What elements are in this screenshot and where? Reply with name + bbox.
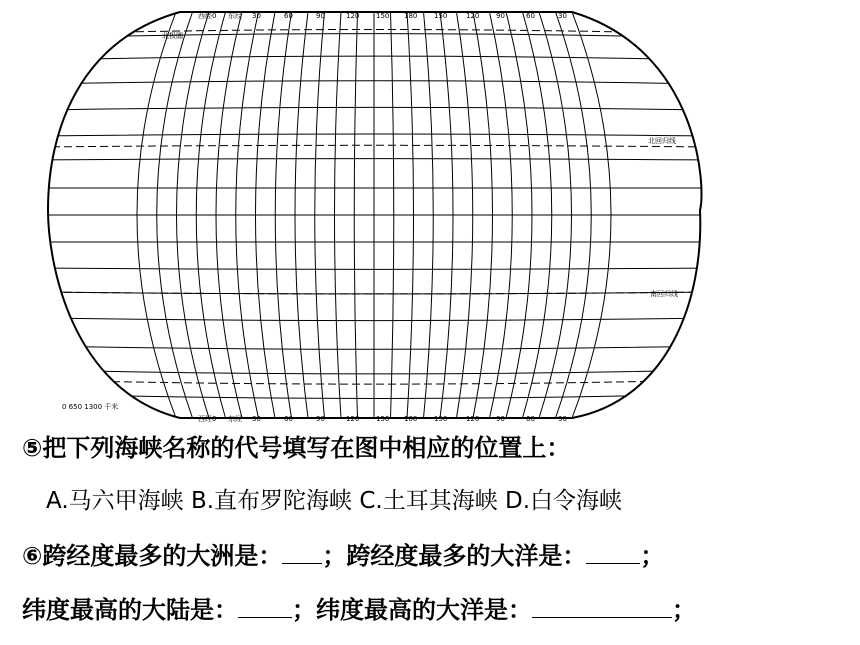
parallel-line [40,318,710,321]
parallel-line [40,268,710,269]
parallel-line [40,81,710,84]
top-lon-label: 西经 [198,12,212,20]
parallel-line [40,370,710,374]
top-lon-label: 120 [466,12,480,20]
bottom-lon-label: 90 [496,415,505,423]
tropic-cancer-label: 北回归线 [648,137,676,145]
parallel-line [40,346,710,349]
top-lon-label: 东经 [228,12,242,20]
bottom-lon-label: 东经 [228,415,242,423]
parallel-line [40,187,710,188]
bottom-lon-label: 30 [558,415,567,423]
answer-blank-continent-latitude[interactable] [238,595,292,618]
scale-bar-label: 0 650 1300 千米 [62,403,119,411]
answer-blank-ocean-latitude[interactable] [532,595,672,618]
parallel-line [40,134,710,136]
bottom-lon-label: 30 [252,415,261,423]
q6-part1: ⑥跨经度最多的大洲是： [22,542,283,570]
parallel-line [40,107,710,110]
top-lon-label: 60 [526,12,535,20]
parallel-line [40,394,710,398]
tropic-cancer-line [40,145,710,147]
bottom-lon-label: 120 [346,415,360,423]
parallel-line [40,56,710,60]
parallel-line [40,34,710,38]
bottom-lon-label: 180 [404,415,418,423]
top-lon-label: 0 [212,12,217,20]
tropic-capricorn-label: 南回归线 [650,290,678,298]
bottom-lon-label: 90 [316,415,325,423]
top-lon-label: 30 [252,12,261,20]
question-5-prompt: ⑤把下列海峡名称的代号填写在图中相应的位置上： [22,434,571,462]
top-lon-label: 180 [404,12,418,20]
q6-part2: 纬度最高的大陆是： [22,596,238,624]
answer-blank-ocean-longitude[interactable] [586,541,640,564]
antarctic-circle-line [40,380,710,384]
top-lon-label: 150 [376,12,390,20]
top-lon-label: 60 [284,12,293,20]
q6-sep1: ；跨经度最多的大洋是： [322,542,587,570]
arctic-circle-label: 北极圈 [162,32,183,40]
bottom-lon-label: 0 [212,415,217,423]
question-6-line-2 [22,590,696,625]
q6-sep2: ；纬度最高的大洋是： [292,596,532,624]
bottom-lon-label: 150 [376,415,390,423]
bottom-lon-label: 60 [526,415,535,423]
bottom-lon-label: 120 [466,415,480,423]
top-lon-label: 150 [434,12,448,20]
parallel-line [40,159,710,160]
bottom-lon-label: 150 [434,415,448,423]
answer-blank-continent-longitude[interactable] [282,541,322,564]
top-lon-label: 120 [346,12,360,20]
top-lon-label: 90 [316,12,325,20]
q6-end2: ； [672,596,696,624]
top-lon-label: 90 [496,12,505,20]
bottom-lon-label: 60 [284,415,293,423]
bottom-lon-label: 西经 [198,415,212,423]
question-5-options: A.马六甲海峡 B.直布罗陀海峡 C.土耳其海峡 D.白令海峡 [46,488,623,514]
top-lon-label: 30 [558,12,567,20]
parallel-line [40,242,710,243]
q6-end1: ； [640,542,665,570]
question-6-line-1 [22,536,664,571]
